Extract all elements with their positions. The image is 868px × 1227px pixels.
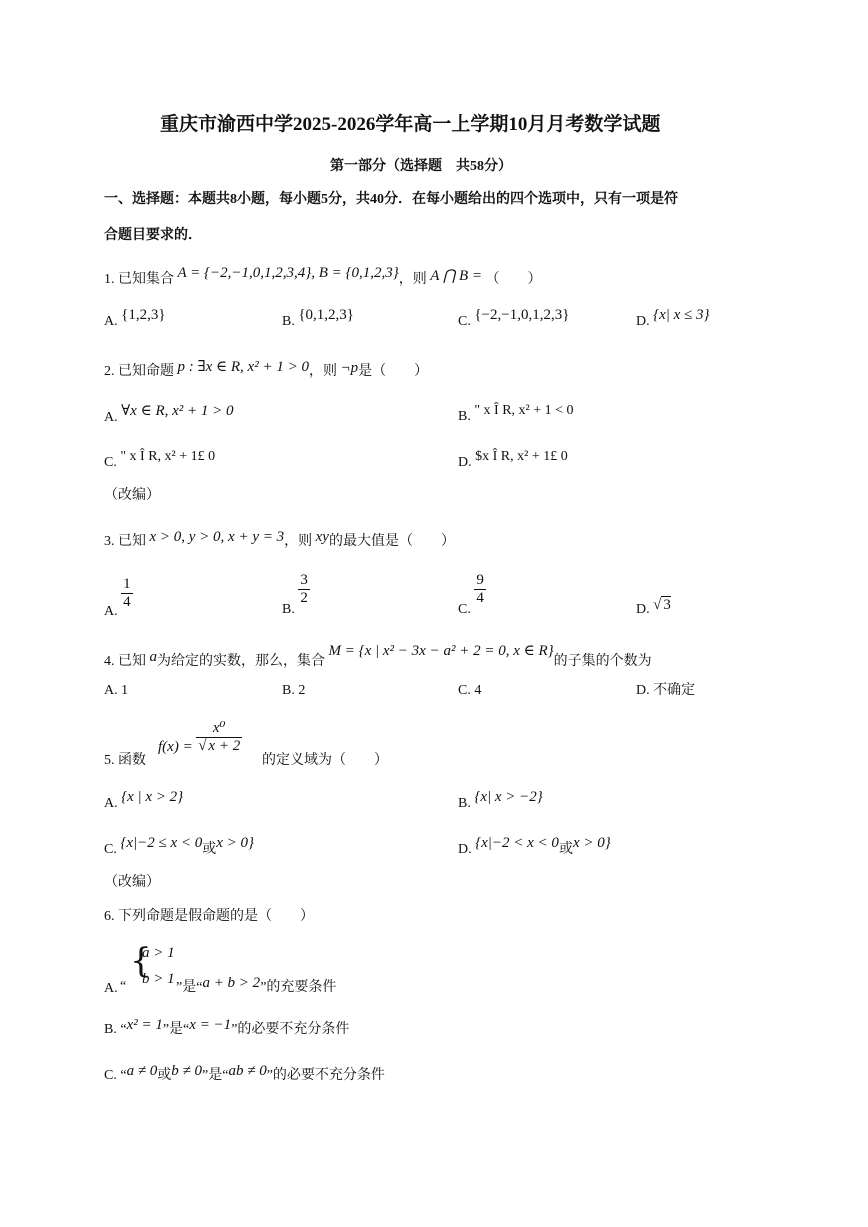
q4-option-a: A. 1 [104,683,129,698]
q6-option-c-formula-3: ab ≠ 0 [228,1063,267,1079]
q2-proposition-formula: p : ∃x ∈ R, x² + 1 > 0 [177,359,309,375]
q6-option-b [104,1017,350,1039]
q6-option-c-end: ”的必要不充分条件 [266,1068,385,1083]
q5-option-c-or: 或 [202,842,217,857]
q5-option-d-label: D. [458,842,472,857]
q1-stem-then: ，则 [398,272,427,287]
q3-stem-then: ，则 [284,534,313,549]
q2-option-b-value: " x Î R, x² + 1 < 0 [474,403,574,418]
q6-option-c-label: C. [104,1068,117,1083]
q2-option-c-label: C. [104,455,117,470]
q6-option-a-mid: ”是“ [176,980,203,995]
q2-stem-blank: 是（ ） [358,364,429,379]
q3-stem-text: 3. 已知 [104,534,146,549]
q2-option-c [104,448,216,470]
q5-adapted-note: （改编） [104,875,160,890]
q3-option-c-fraction [474,572,486,607]
q5-option-a-label: A. [104,796,118,811]
q3-option-d-root: √ 3 [653,597,671,613]
q1-option-c [458,306,570,329]
q1-option-c-label: C. [458,314,471,329]
q5-option-c [104,834,255,857]
question-2-stem [104,359,429,381]
q5-option-d-part1: {x|−2 < x < 0 [475,835,559,851]
q6-option-b-mid: ”是“ [162,1022,190,1037]
q2-option-d-value: $x Î R, x² + 1£ 0 [475,449,568,464]
q3-option-c-label: C. [458,601,471,617]
q5-option-d-part2: x > 0} [572,835,611,851]
q2-option-b [458,402,574,424]
q2-stem-then: ，则 [308,364,337,379]
q6-option-c [104,1063,385,1085]
q4-stem-end: 的子集的个数为 [553,654,652,669]
q5-option-b-label: B. [458,796,471,811]
q6-option-c-open-quote: “ [120,1068,127,1083]
question-5-stem-label: 5. 函数 [104,753,146,768]
q3-option-d-radicand: 3 [663,597,671,613]
q4-option-c: C. 4 [458,683,482,698]
part-heading: 第一部分（选择题 共58分） [330,159,512,174]
q1-intersection-formula: A ⋂ B = [430,268,483,284]
q6-option-a-rest [176,975,337,997]
q6-option-a-label: A. [104,981,118,996]
q6-option-a-sum-formula: a + b > 2 [202,975,261,991]
section-instruction-line1: 一、选择题：本题共8小题，每小题5分，共40分．在每小题给出的四个选项中，只有一项是符 [104,192,678,207]
question-1-stem [104,265,542,289]
q6-system-brace-icon: { [130,941,152,981]
q4-set-formula: M = {x | x² − 3x − a² + 2 = 0, x ∈ R} [328,643,554,659]
q1-option-a-label: A. [104,314,118,329]
q4-stem-mid: 为给定的实数，那么，集合 [157,654,325,669]
q5-numerator: x⁰ [212,720,226,736]
q1-sets-formula: A = {−2,−1,0,1,2,3,4}, B = {0,1,2,3} [177,265,399,281]
q1-stem-text: 1. 已知集合 [104,272,174,287]
q1-option-a [104,306,166,329]
q2-negation-formula: ¬p [340,360,359,376]
q5-option-c-part2: x > 0} [216,835,255,851]
q2-adapted-note: （改编） [104,488,160,503]
q3-condition-formula: x > 0, y > 0, x + y = 3 [149,529,285,545]
q2-option-a-value: ∀x ∈ R, x² + 1 > 0 [121,403,234,419]
q1-option-d-value: {x| x ≤ 3} [653,307,710,323]
q5-denominator: √ x + 2 [198,738,241,754]
q5-option-a-value: {x | x > 2} [121,789,184,805]
q1-option-a-value: {1,2,3} [121,307,166,323]
q3-option-a-denominator: 4 [123,594,131,610]
q6-option-a-condition-1: a > 1 [142,945,175,961]
q6-option-b-open-quote: “ [120,1022,127,1037]
q4-variable-a: a [149,649,157,665]
q6-option-c-or: 或 [157,1068,172,1083]
q5-fraction [196,720,242,755]
section-instruction-line2: 合题目要求的． [104,228,202,243]
q6-option-a-open-quote: “ [120,979,127,994]
q1-stem-blank: （ ） [485,272,542,287]
q3-option-b [282,572,310,617]
q5-radicand: x + 2 [208,738,241,754]
q5-option-b [458,788,543,811]
question-3-stem [104,529,455,551]
q3-option-b-fraction [298,572,310,607]
q3-option-a-numerator: 1 [123,576,131,592]
q6-option-c-formula-1: a ≠ 0 [126,1063,158,1079]
q6-option-c-formula-2: b ≠ 0 [171,1063,203,1079]
q3-option-d-label: D. [636,602,650,617]
q1-option-b-value: {0,1,2,3} [298,307,354,323]
q2-option-a [104,402,234,425]
q3-option-a-label: A. [104,603,118,619]
question-6-stem: 6. 下列命题是假命题的是（ ） [104,909,314,924]
q5-option-c-part1: {x|−2 ≤ x < 0 [120,835,203,851]
q6-option-a-end: ”的充要条件 [260,980,337,995]
q2-option-b-label: B. [458,409,471,424]
question-4-stem [104,643,652,671]
q3-option-a [104,576,133,619]
q5-option-c-label: C. [104,842,117,857]
q1-option-d-label: D. [636,314,650,329]
q5-option-d [458,834,611,857]
q4-stem-text: 4. 已知 [104,654,146,669]
q1-option-b [282,306,354,329]
q3-option-c-numerator: 9 [476,572,484,588]
q3-option-b-label: B. [282,601,295,617]
q6-option-c-mid: ”是“ [202,1068,229,1083]
q5-option-a [104,788,184,811]
q2-option-c-value: " x Î R, x² + 1£ 0 [120,449,216,464]
q1-option-d [636,306,710,329]
q1-option-b-label: B. [282,314,295,329]
q5-option-d-or: 或 [558,842,573,857]
q2-option-d [458,448,568,470]
q6-option-b-end: ”的必要不充分条件 [231,1022,350,1037]
q6-option-b-label: B. [104,1022,117,1037]
q3-option-d [636,596,671,615]
q2-option-a-label: A. [104,410,118,425]
q2-option-d-label: D. [458,455,472,470]
q6-option-b-formula-1: x² = 1 [126,1017,163,1033]
q4-option-b: B. 2 [282,683,306,698]
q5-function-formula [158,720,242,755]
q2-stem-text: 2. 已知命题 [104,364,174,379]
q1-option-c-value: {−2,−1,0,1,2,3} [474,307,570,323]
q4-option-d: D. 不确定 [636,683,696,698]
q3-stem-blank: 的最大值是（ ） [328,534,455,549]
document-title: 重庆市渝西中学2025-2026学年高一上学期10月月考数学试题 [160,114,661,135]
q6-option-b-formula-2: x = −1 [189,1017,232,1033]
q3-option-b-denominator: 2 [300,590,308,606]
q3-product-formula: xy [315,529,329,545]
q5-function-name: f(x) = [158,738,193,755]
q3-option-c-denominator: 4 [476,590,484,606]
q3-option-a-fraction [121,576,133,611]
q5-option-b-value: {x| x > −2} [474,789,543,805]
q5-stem-end: 的定义域为（ ） [262,753,388,768]
q3-option-c [458,572,486,617]
q3-option-b-numerator: 3 [300,572,308,588]
q6-option-a-condition-2: b > 1 [142,971,175,987]
